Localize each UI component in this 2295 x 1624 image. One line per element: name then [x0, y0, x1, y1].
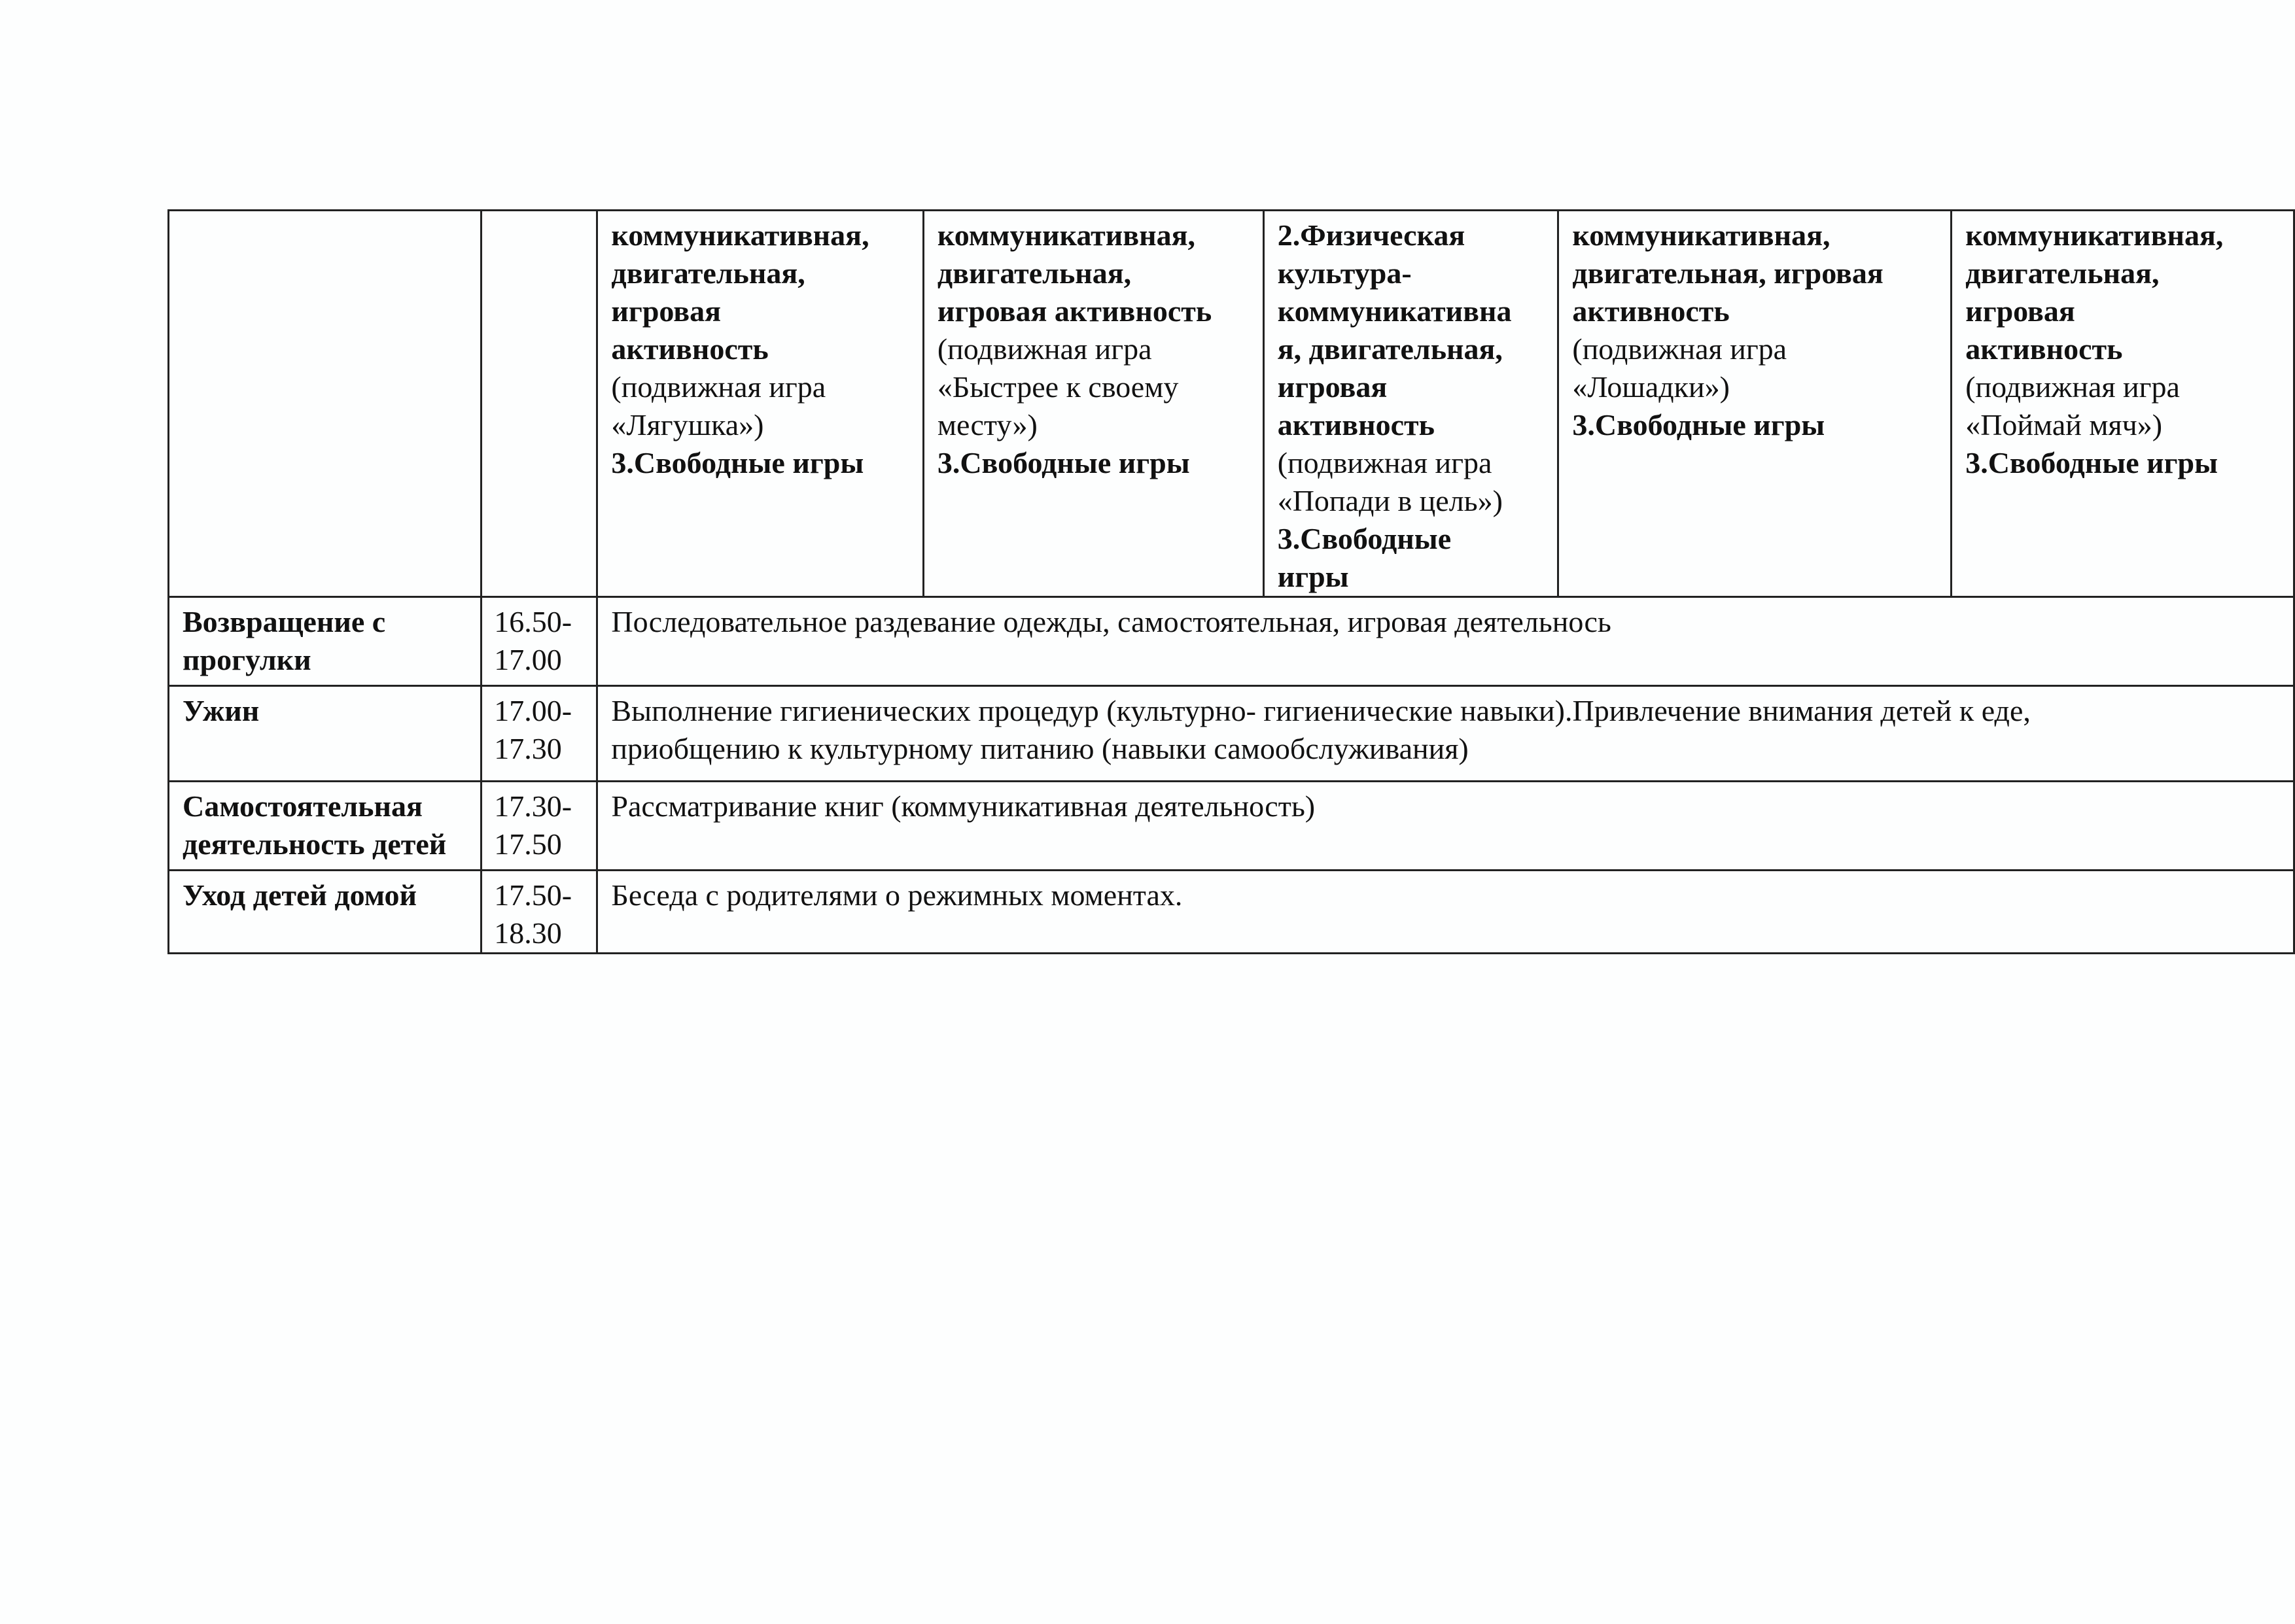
- regime-label: Самостоятельная деятельность детей: [169, 782, 482, 871]
- regime-description: Последовательное раздевание одежды, самостоятельная, игровая деятельнось: [597, 597, 2294, 686]
- time-range: 16.50- 17.00: [482, 597, 597, 686]
- time-range: 17.30- 17.50: [482, 782, 597, 871]
- time-range: 17.50- 18.30: [482, 871, 597, 954]
- label-cell-empty: [169, 211, 482, 597]
- regime-description: Беседа с родителями о режимных моментах.: [597, 871, 2294, 954]
- regime-label: Уход детей домой: [169, 871, 482, 954]
- regime-label: Возвращение с прогулки: [169, 597, 482, 686]
- table-row: [169, 597, 2294, 686]
- time-range: 17.00- 17.30: [482, 686, 597, 782]
- regime-label: Ужин: [169, 686, 482, 782]
- activity-cell: коммуникативная, двигательная, игровая активность (подвижная игра «Быстрее к своему месту») 3.Свободные игры: [923, 211, 1263, 597]
- activity-cell: 2.Физическая культура- коммуникативна я, двигательная, игровая активность (подвижная игра «Попади в цель») 3.Свободные игры: [1263, 211, 1558, 597]
- regime-description: Выполнение гигиенических процедур (культурно- гигиенические навыки).Привлечение внимания детей к еде, приобщению к культурному питанию (навыки самообслуживания): [597, 686, 2294, 782]
- time-cell-empty: [482, 211, 597, 597]
- regime-description: Рассматривание книг (коммуникативная деятельность): [597, 782, 2294, 871]
- table-row: [169, 211, 2294, 597]
- activity-cell: коммуникативная, двигательная, игровая активность (подвижная игра «Лягушка») 3.Свободные игры: [597, 211, 923, 597]
- schedule-table: [167, 209, 2295, 954]
- activity-cell: коммуникативная, двигательная, игровая активность (подвижная игра «Поймай мяч») 3.Свободные игры: [1952, 211, 2294, 597]
- activity-cell: коммуникативная, двигательная, игровая активность (подвижная игра «Лошадки») 3.Свободные игры: [1558, 211, 1952, 597]
- table-row: [169, 686, 2294, 782]
- table-row: [169, 871, 2294, 954]
- table-row: [169, 782, 2294, 871]
